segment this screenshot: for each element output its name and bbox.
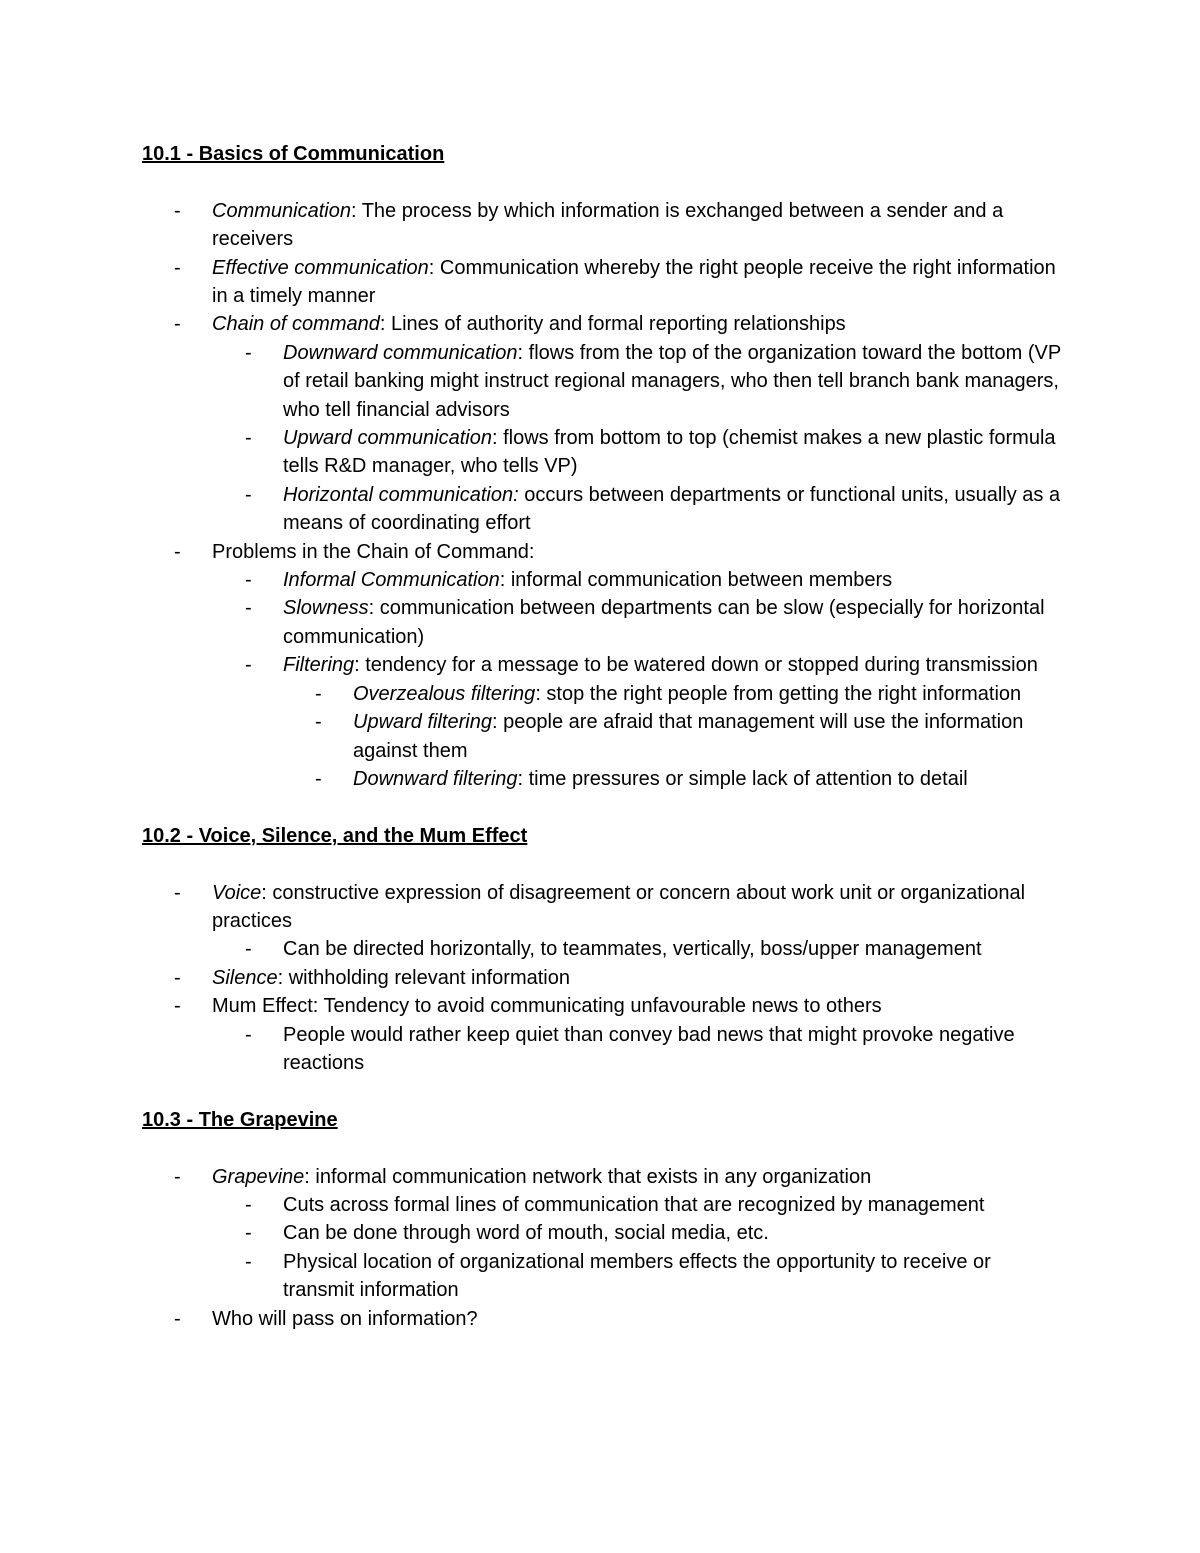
list-item: [142, 992, 1062, 1020]
list-item: [142, 879, 1062, 936]
item-text: : withholding relevant information: [277, 966, 570, 989]
bullet-list: [142, 1163, 1062, 1333]
list-item: [142, 566, 1062, 594]
list-item: [142, 651, 1062, 679]
list-item: [142, 254, 1062, 311]
item-text: : people are afraid that management will use the information against them: [353, 711, 1024, 762]
item-text: Can be done through word of mouth, social media, etc.: [283, 1222, 769, 1245]
item-text: : informal communication network that exists in any organization: [304, 1165, 872, 1188]
item-text: : flows from bottom to top (chemist makes a new plastic formula tells R&D manager, who tells VP): [283, 427, 1056, 478]
list-item: [142, 197, 1062, 254]
item-text: : communication between departments can be slow (especially for horizontal communication): [283, 597, 1045, 648]
item-text: Mum Effect: Tendency to avoid communicating unfavourable news to others: [212, 995, 882, 1018]
term: Filtering: [283, 654, 355, 677]
term: Downward filtering: [353, 767, 518, 790]
item-text: : constructive expression of disagreement or concern about work unit or organizational practices: [212, 881, 1026, 932]
item-text: Who will pass on information?: [212, 1307, 478, 1330]
bullet-list: [142, 197, 1062, 794]
list-item: [142, 935, 1062, 963]
item-text: occurs between departments or functional units, usually as a means of coordinating effort: [283, 483, 1061, 535]
list-item: [142, 1305, 1062, 1333]
item-text: : Lines of authority and formal reporting relationships: [379, 313, 846, 336]
term: Silence: [212, 966, 278, 989]
item-text: Physical location of organizational members effects the opportunity to receive or transmit information: [283, 1250, 991, 1302]
list-item: [142, 594, 1062, 651]
item-text: People would rather keep quiet than convey bad news that might provoke negative reactions: [283, 1023, 1015, 1074]
term: Slowness: [283, 597, 369, 620]
list-item: [142, 1191, 1062, 1219]
term: Grapevine: [212, 1165, 305, 1188]
list-item: [142, 680, 1062, 708]
item-text: Cuts across formal lines of communication that are recognized by management: [283, 1193, 985, 1216]
list-item: [142, 310, 1062, 338]
section-heading: 10.2 - Voice, Silence, and the Mum Effect: [142, 824, 528, 847]
list-item: [142, 538, 1062, 566]
item-text: : stop the right people from getting the right information: [535, 682, 1022, 705]
item-text: : flows from the top of the organization toward the bottom (VP of retail banking might instruct regional managers, who then tell branch bank managers, who tell financial advisors: [283, 341, 1061, 421]
list-item: [142, 765, 1062, 793]
term: Upward communication: [283, 427, 492, 450]
list-item: [142, 1219, 1062, 1247]
list-item: [142, 1163, 1062, 1191]
bullet-list: [142, 879, 1062, 1078]
list-item: [142, 1248, 1062, 1305]
document-content: [142, 140, 1062, 1333]
term: Informal Communication: [283, 569, 500, 592]
term: Voice: [212, 881, 262, 904]
list-item: [142, 1021, 1062, 1078]
list-item: [142, 708, 1062, 765]
section-heading: 10.3 - The Grapevine: [142, 1108, 338, 1131]
term: Chain of command: [212, 313, 380, 336]
item-text: : The process by which information is exchanged between a sender and a receivers: [212, 199, 1004, 251]
list-item: [142, 339, 1062, 424]
item-text: Can be directed horizontally, to teammates, vertically, boss/upper management: [283, 938, 982, 961]
list-item: [142, 481, 1062, 538]
list-item: [142, 424, 1062, 481]
section-heading: 10.1 - Basics of Communication: [142, 143, 445, 165]
item-text: : informal communication between members: [499, 569, 893, 592]
term: Downward communication: [283, 341, 518, 364]
term: Communication: [212, 199, 351, 222]
item-text: : tendency for a message to be watered down or stopped during transmission: [354, 654, 1038, 677]
term: Effective communication: [212, 256, 429, 279]
term: Overzealous filtering: [353, 682, 536, 705]
item-text: Problems in the Chain of Command:: [212, 540, 535, 563]
term: Horizontal communication:: [283, 483, 519, 506]
list-item: [142, 964, 1062, 992]
term: Upward filtering: [353, 711, 492, 734]
item-text: : time pressures or simple lack of attention to detail: [517, 767, 968, 790]
item-text: : Communication whereby the right people receive the right information in a timely manner: [212, 256, 1056, 308]
